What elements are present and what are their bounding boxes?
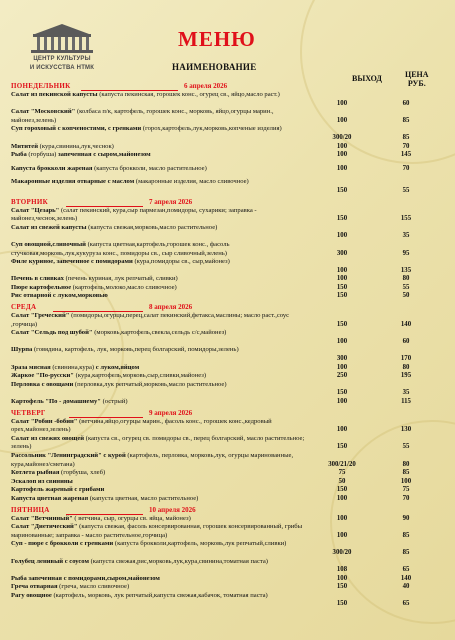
menu-item-ingredients: (ветчина,яйцо,огурцы марин., фасоль конс., горошек конс.,кедровый орех,майонез,зелень) — [11, 417, 272, 434]
menu-item-title: Рассольник "Ленинградский" с курой — [11, 451, 126, 459]
menu-item-title: Салат "Диетический" — [11, 523, 78, 531]
menu-item-price: 85 — [402, 548, 410, 556]
menu-item-qty: 300/21/20 — [328, 460, 356, 468]
menu-item-ingredients: ( ветчина, сыр, огурцы св. яйца, майонез) — [72, 514, 191, 522]
menu-item-title: Картофель "По - домашнему" — [11, 398, 101, 405]
menu-item-name — [11, 284, 311, 293]
menu-item-price: 130 — [400, 426, 412, 434]
menu-item — [11, 224, 451, 241]
menu-item-title: Голубец ленивый с соусом — [11, 557, 89, 565]
menu-item-qty: 100 — [336, 142, 348, 150]
menu-item — [11, 284, 451, 293]
menu-item-title: Салат "Московский" — [11, 108, 76, 116]
menu-item-title: Филе куриное, запеченное с помидорами — [11, 258, 133, 266]
menu-item-name — [11, 398, 311, 407]
menu-item-price: 155 — [400, 215, 412, 223]
menu-item-title: Салат из свежей капусты — [11, 223, 87, 231]
menu-item-ingredients: (кура,помидоры св., сыр,майонез) — [132, 258, 230, 266]
menu-item — [11, 108, 451, 125]
menu-item-name — [11, 275, 311, 284]
menu-item-price: 80 — [402, 363, 410, 371]
menu-item — [11, 329, 451, 346]
menu-item-title: Капуста брокколи жареная — [11, 164, 93, 172]
menu-item — [11, 151, 451, 160]
menu-item-qty: 75 — [338, 469, 346, 477]
menu-item-qty: 50 — [338, 477, 346, 485]
menu-item — [11, 91, 451, 108]
menu-item-qty: 100 — [336, 514, 348, 522]
menu-item-price: 60 — [402, 99, 410, 107]
menu-item-price: 65 — [402, 600, 410, 608]
day-header — [11, 82, 451, 91]
menu-item-title: Макаронные изделия отварные с маслом — [11, 178, 135, 186]
column-name-header: НАИМЕНОВАНИЕ — [172, 62, 257, 72]
menu-item — [11, 469, 451, 478]
menu-item-qty: 150 — [336, 583, 348, 591]
menu-item-name — [11, 346, 311, 355]
menu-item-name — [11, 592, 311, 601]
menu-item-qty: 100 — [336, 398, 348, 405]
menu-item-name — [11, 151, 311, 160]
menu-item-name — [11, 165, 311, 174]
menu-item-title: Капуста цветная жареная — [11, 494, 89, 502]
menu-item-ingredients: (картофель, морковь, лук репчатый,капуста свежая,кабачок, томатная паста) — [51, 591, 268, 599]
menu-item-qty: 100 — [336, 266, 348, 274]
menu-item-title: Суп - пюре с брокколи с гренками — [11, 540, 114, 548]
menu-item-ingredients: (печень куриная, лук репчатый, сливки) — [63, 275, 178, 283]
day-name: СРЕДА — [11, 303, 37, 312]
menu-item-name — [11, 583, 311, 592]
menu-item-qty: 150 — [336, 443, 348, 451]
menu-item — [11, 292, 451, 301]
menu-item-qty: 100 — [336, 232, 348, 240]
menu-item-ingredients: (говядина, картофель, лук, морковь,перец болгарский, помидоры,зелень) — [32, 346, 239, 354]
menu-item-title: Жаркое "По-русски" — [11, 372, 74, 380]
menu-item-title: Мититей — [11, 142, 39, 150]
menu-item-title-suffix: запеченная с сыром,майонезом — [58, 151, 151, 159]
menu-item — [11, 125, 451, 142]
menu-item-ingredients: (картофель, перловка, морковь,лук, огурцы маринованные, кура,майонез/сметана) — [11, 451, 294, 468]
menu-item-title: Эскалоп из свинины — [11, 477, 73, 485]
menu-item-title: Салат "Цезарь" — [11, 206, 60, 214]
menu-item-qty: 150 — [336, 389, 348, 397]
menu-item — [11, 258, 451, 275]
menu-item-name — [11, 523, 311, 540]
menu-item-name — [11, 372, 311, 381]
menu-item-price: 55 — [402, 186, 410, 194]
menu-item-name — [11, 435, 311, 452]
menu-item-qty: 300 — [336, 249, 348, 257]
menu-item-name — [11, 143, 311, 152]
menu-item — [11, 241, 451, 258]
menu-item-name — [11, 478, 311, 487]
menu-item-ingredients: (помидоры,огурцы,перец,салат пекинский,фетакса,маслины; масло раст.,соус ,горчица) — [11, 312, 290, 328]
day-underline — [66, 206, 143, 207]
menu-item-price: 135 — [400, 266, 412, 274]
menu-item-price: 35 — [402, 389, 410, 397]
menu-item-ingredients: (капуста свежая,рис,морковь,лук,кура,свинина,томатная паста) — [88, 557, 268, 565]
menu-item-ingredients: (салат пекинский, кура,сыр пармезан,помидоры, сухарики; заправка - майонез,чеснок,зелень) — [11, 206, 257, 223]
menu-item-qty: 100 — [336, 426, 348, 434]
day-date: 6 апреля 2026 — [184, 82, 228, 90]
menu-item-qty: 100 — [336, 531, 348, 539]
menu-item-qty: 108 — [336, 566, 348, 574]
menu-item-name — [11, 241, 311, 258]
day-header — [11, 506, 451, 515]
menu-item-ingredients: (свинина,кура) — [50, 363, 96, 371]
menu-item-price: 140 — [400, 320, 412, 328]
menu-item-name — [11, 364, 311, 373]
menu-item-price: 60 — [402, 337, 410, 345]
day-name: ВТОРНИК — [11, 197, 48, 206]
menu-item — [11, 312, 451, 329]
menu-item-ingredients: (морковь,картофель,свекла,сельдь с/с,майонез) — [92, 329, 227, 337]
menu-item — [11, 575, 451, 584]
menu-item-ingredients: (капуста свежая, фасоль консервированная, горошек консервированный, грибы маринованные; заправка - масло растительное,горчица) — [11, 523, 303, 539]
menu-item — [11, 515, 451, 524]
menu-item-name — [11, 495, 311, 504]
menu-item-title: Рис отварной с луком,морковью — [11, 292, 108, 300]
menu-item-title: Котлета рыбная — [11, 469, 60, 477]
menu-item — [11, 275, 451, 284]
menu-item-ingredients: (капуста цветная,картофель,горошек конс., фасоль стучковая,морковь,лук,кукуруза конс., помидоры св., сыр сливочный,зелень) — [11, 240, 230, 257]
menu-item-ingredients: (капуста св., огурец св. помидоры св., перец болгарский, масло растительное; зелень) — [11, 434, 305, 451]
menu-item-price: 140 — [400, 574, 412, 582]
menu-item-price: 70 — [402, 164, 410, 172]
menu-item — [11, 372, 451, 381]
menu-item-name — [11, 540, 311, 549]
menu-item-price: 85 — [402, 116, 410, 124]
menu-item-ingredients: (капуста брокколи, масло растительное) — [92, 164, 207, 172]
menu-item-qty: 100 — [336, 151, 348, 159]
menu-item — [11, 486, 451, 495]
menu-item-qty: 100 — [336, 494, 348, 502]
menu-item-title: Салат "Робин -бобин" — [11, 417, 78, 425]
menu-item-title: Салат "Ветчинный" — [11, 514, 73, 522]
menu-item-price: 85 — [402, 531, 410, 539]
menu-item-title: Рагу овощное — [11, 591, 52, 599]
menu-item — [11, 207, 451, 224]
menu-item-qty: 300 — [336, 355, 348, 363]
menu-item-qty: 100 — [336, 164, 348, 172]
column-price-header: ЦЕНА РУБ. — [405, 70, 429, 88]
menu-item-price: 100 — [400, 477, 412, 485]
menu-item-qty: 100 — [336, 363, 348, 371]
day-underline — [53, 311, 143, 312]
logo-line1: ЦЕНТР КУЛЬТУРЫ — [33, 56, 91, 62]
menu-item — [11, 418, 451, 435]
menu-item-name — [11, 178, 311, 187]
day-date: 7 апреля 2026 — [149, 197, 193, 206]
menu-item-title: Салат из пекинской капусты — [11, 91, 98, 98]
menu-item-name — [11, 452, 311, 469]
menu-item-title: Пюре картофельное — [11, 283, 72, 291]
menu-item — [11, 178, 451, 195]
menu-item-price: 95 — [402, 249, 410, 257]
day-header — [11, 409, 451, 418]
menu-item-price: 75 — [402, 486, 410, 494]
day-header — [11, 303, 451, 312]
menu-item-qty: 150 — [336, 186, 348, 194]
menu-item-name — [11, 381, 311, 390]
menu-item-price: 35 — [402, 232, 410, 240]
menu-item-ingredients: (горбуша) — [26, 151, 59, 159]
menu-item-ingredients: (капуста пекинская, горошек конс., огурец св., яйцо,масло раст.) — [97, 91, 280, 98]
menu-item-price: 145 — [400, 151, 412, 159]
menu-item-ingredients: (кура,свинина,лук,чеснок) — [38, 142, 114, 150]
menu-item-ingredients: (макаронные изделия, масло сливочное) — [134, 178, 249, 186]
menu-item-qty: 300/20 — [332, 133, 352, 141]
menu-item — [11, 523, 451, 540]
menu-item-name — [11, 207, 311, 224]
menu-item-price: 55 — [402, 283, 410, 291]
menu-item — [11, 495, 451, 504]
menu-item-title: Картофель жареный с грибами — [11, 486, 105, 494]
menu-item — [11, 558, 451, 575]
menu-item-title-suffix: с луком,яйцом — [95, 363, 140, 371]
menu-item-name — [11, 224, 311, 233]
menu-item-qty: 250 — [336, 372, 348, 380]
menu-item-price: 65 — [402, 566, 410, 574]
menu-item-ingredients: (колбаса п/к, картофель, горошек конс., морковь, яйцо,огурцы марин., майонез,зелень) — [11, 108, 274, 124]
menu-item-name — [11, 575, 311, 584]
menu-item-qty: 150 — [336, 283, 348, 291]
menu-item — [11, 364, 451, 373]
menu-item-name — [11, 486, 311, 495]
day-date: 10 апреля 2026 — [149, 505, 196, 514]
menu-item-price: 80 — [402, 460, 410, 468]
menu-item-qty: 100 — [336, 116, 348, 124]
menu-item-ingredients: (капуста цветная, масло растительное) — [88, 494, 199, 502]
menu-item-ingredients: (кура,картофель,морковь,сыр,сливки,майонез) — [73, 372, 207, 380]
menu-item-price: 90 — [402, 514, 410, 522]
menu-item-title: Салат "Сельдь под шубой" — [11, 329, 93, 337]
menu-item-price: 50 — [402, 292, 410, 300]
building-icon — [27, 22, 97, 54]
menu-item-qty: 100 — [336, 99, 348, 107]
menu-item-name — [11, 91, 311, 100]
menu-item-qty: 150 — [336, 215, 348, 223]
menu-item — [11, 165, 451, 174]
logo-line2: И ИСКУССТВА НТМК — [29, 65, 95, 71]
menu-item-name — [11, 108, 311, 125]
menu-item-ingredients: (греча, масло сливочное) — [57, 583, 130, 591]
menu-item-price: 80 — [402, 275, 410, 283]
day-underline — [81, 90, 178, 91]
menu-item-ingredients: (горох,картофель,лук,морковь,копченые изделия) — [141, 125, 282, 133]
menu-item — [11, 478, 451, 487]
menu-item-price: 115 — [401, 398, 411, 405]
day-name: ПЯТНИЦА — [11, 505, 50, 514]
menu-item-qty: 150 — [336, 600, 348, 608]
menu-item — [11, 583, 451, 592]
menu-item-title: Печень в сливках — [11, 275, 64, 283]
menu-item-title: Салат из свежих овощей — [11, 434, 85, 442]
menu-item — [11, 592, 451, 609]
menu-item-price: 70 — [402, 494, 410, 502]
menu-item-name — [11, 125, 311, 134]
menu-item-ingredients: (горбуша, хлеб) — [59, 469, 106, 477]
menu-item-name — [11, 292, 311, 301]
day-date: 8 апреля 2026 — [149, 303, 193, 312]
page-title: МЕНЮ — [178, 27, 256, 51]
menu-item-price: 85 — [402, 469, 410, 477]
menu-item-name — [11, 312, 311, 329]
logo — [6, 22, 118, 72]
menu-item-price: 55 — [402, 443, 410, 451]
menu-item-ingredients: (капуста брокколи,картофель, морковь,лук репчатый,сливки) — [113, 540, 287, 548]
menu-item-name — [11, 469, 311, 478]
menu-item-price: 70 — [402, 142, 410, 150]
menu-item-qty: 150 — [336, 320, 348, 328]
menu-item — [11, 398, 451, 407]
menu-item-title: Зраза мясная — [11, 363, 51, 371]
menu-item-title: Салат "Греческий" — [11, 312, 70, 320]
menu-item-title: Суп овощной,сливочный — [11, 240, 86, 248]
menu-item — [11, 540, 451, 557]
day-name: ПОНЕДЕЛЬНИК — [11, 82, 71, 90]
menu-item-name — [11, 329, 311, 338]
menu-item-qty: 100 — [336, 275, 348, 283]
menu-item-price: 195 — [400, 372, 412, 380]
menu-item — [11, 452, 451, 469]
menu-item — [11, 143, 451, 152]
menu-item-qty: 100 — [336, 337, 348, 345]
menu-item-title: Греча отварная — [11, 583, 58, 591]
menu-item — [11, 381, 451, 398]
menu-item — [11, 346, 451, 363]
menu-item-qty: 300/20 — [332, 548, 352, 556]
menu-item-name — [11, 258, 311, 267]
menu-item-title: Рыба — [11, 151, 27, 159]
menu-item-qty: 100 — [336, 574, 348, 582]
menu-item-title: Перловка с овощами — [11, 380, 74, 388]
menu-item-name — [11, 558, 311, 567]
menu-item-title: Суп гороховый с копченостями, с гренками — [11, 125, 142, 133]
menu-item — [11, 435, 451, 452]
menu-list — [11, 80, 451, 609]
menu-item-name — [11, 418, 311, 435]
menu-item-price: 85 — [402, 133, 410, 141]
column-qty-header: ВЫХОД — [352, 74, 382, 83]
menu-item-title: Рыба запеченная с помидорами,сыром,майонезом — [11, 574, 160, 582]
menu-item-price: 170 — [400, 355, 412, 363]
menu-item-qty: 150 — [336, 486, 348, 494]
menu-item-qty: 150 — [336, 292, 348, 300]
menu-item-ingredients: (перловка,лук репчатый,морковь,масло растительное) — [73, 380, 227, 388]
day-underline — [66, 514, 143, 515]
menu-item-name — [11, 515, 311, 524]
menu-item-ingredients: (картофель,молоко,масло сливочное) — [71, 283, 177, 291]
menu-item-ingredients: (острый) — [100, 398, 128, 405]
menu-item-title: Шурпа — [11, 346, 33, 354]
menu-item-price: 40 — [402, 583, 410, 591]
day-date: 9 апреля 2026 — [149, 408, 193, 417]
menu-item-ingredients: (капуста свежая,морковь,масло растительное) — [86, 223, 218, 231]
day-underline — [69, 417, 143, 418]
day-header — [11, 198, 451, 207]
day-name: ЧЕТВЕРГ — [11, 408, 46, 417]
